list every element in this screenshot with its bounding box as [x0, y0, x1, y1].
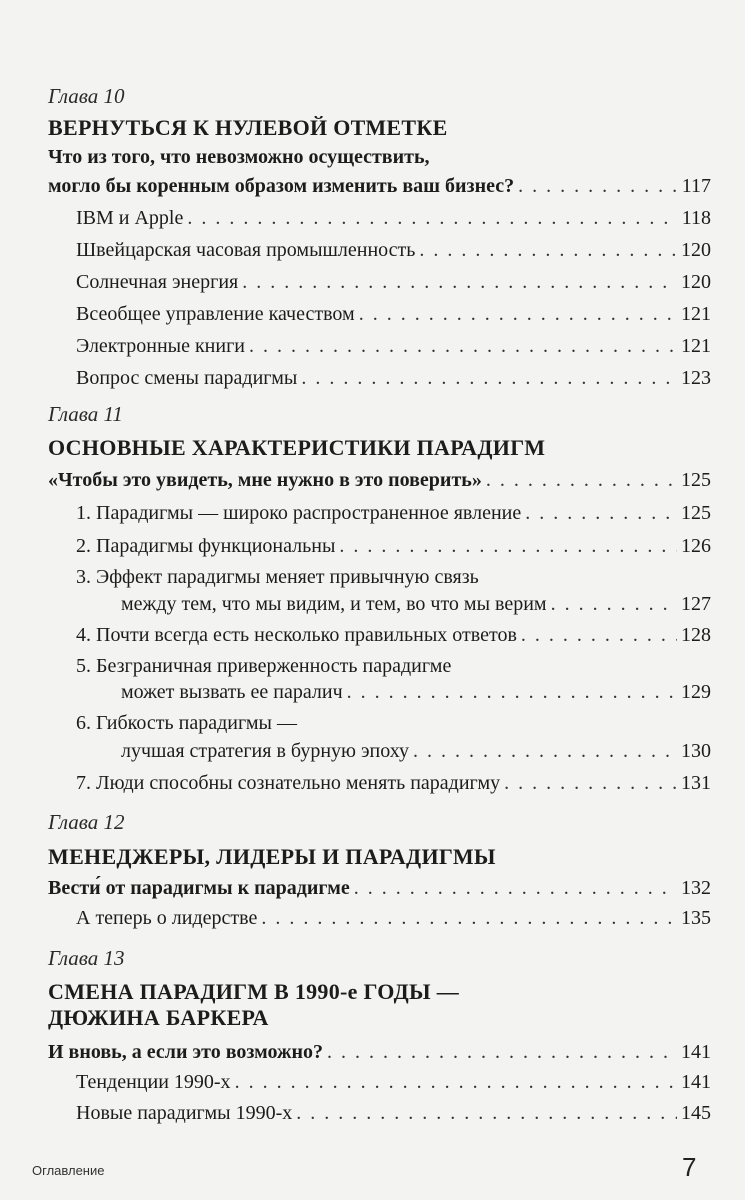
- toc-entry-text: Всеобщее управление качеством: [76, 303, 355, 325]
- toc-page-number: 120: [681, 271, 711, 293]
- toc-entry[interactable]: [76, 270, 711, 294]
- chapter-11-title: ОСНОВНЫЕ ХАРАКТЕРИСТИКИ ПАРАДИГМ: [48, 435, 546, 460]
- toc-entry[interactable]: [76, 302, 711, 326]
- dot-leader: [551, 592, 677, 616]
- dot-leader: [235, 1070, 677, 1094]
- toc-entry-text: Солнечная энергия: [76, 271, 239, 293]
- toc-entry[interactable]: [76, 1070, 711, 1094]
- toc-page-number: 141: [681, 1041, 711, 1063]
- dot-leader: [242, 270, 677, 294]
- dot-leader: [187, 206, 677, 230]
- dot-leader: [261, 906, 677, 930]
- dot-leader: [249, 334, 677, 358]
- toc-page-number: 117: [681, 175, 711, 197]
- toc-entry[interactable]: [76, 771, 711, 795]
- toc-entry-line1: 6. Гибкость парадигмы —: [76, 712, 297, 734]
- toc-entry-line1: 5. Безграничная приверженность парадигме: [76, 655, 452, 677]
- toc-page-number: 130: [681, 740, 711, 762]
- toc-page-number: 131: [681, 772, 711, 794]
- chapter-10-label: Глава 10: [48, 84, 125, 108]
- chapter-12-label: Глава 12: [48, 810, 125, 834]
- toc-entry-text: между тем, что мы видим, и тем, во что мы верим: [121, 593, 547, 615]
- toc-entry-text: 4. Почти всегда есть несколько правильных ответов: [76, 624, 517, 646]
- toc-entry[interactable]: [76, 906, 711, 930]
- toc-entry[interactable]: [121, 680, 711, 704]
- toc-entry[interactable]: [76, 334, 711, 358]
- toc-entry-text: «Чтобы это увидеть, мне нужно в это поверить»: [48, 469, 482, 491]
- toc-entry-text: лучшая стратегия в бурную эпоху: [121, 740, 409, 762]
- chapter-11-subheading[interactable]: [48, 468, 711, 492]
- dot-leader: [347, 680, 677, 704]
- toc-page-number: 125: [681, 502, 711, 524]
- footer-section-label: Оглавление: [32, 1163, 105, 1178]
- dot-leader: [413, 739, 677, 763]
- chapter-12-subheading[interactable]: [48, 876, 711, 900]
- footer-page-number: 7: [682, 1152, 697, 1182]
- toc-page-number: 129: [681, 681, 711, 703]
- dot-leader: [419, 238, 677, 262]
- toc-page-number: 121: [681, 335, 711, 357]
- toc-page-number: 128: [681, 624, 711, 646]
- dot-leader: [518, 174, 678, 198]
- toc-entry-text: Электронные книги: [76, 335, 245, 357]
- chapter-13-subheading[interactable]: [48, 1040, 711, 1064]
- chapter-10-title: ВЕРНУТЬСЯ К НУЛЕВОЙ ОТМЕТКЕ: [48, 115, 448, 140]
- chapter-11-label: Глава 11: [48, 402, 123, 426]
- toc-page-number: 123: [681, 367, 711, 389]
- dot-leader: [296, 1101, 677, 1125]
- toc-entry-text: 7. Люди способны сознательно менять парадигму: [76, 772, 501, 794]
- toc-entry[interactable]: [76, 366, 711, 390]
- toc-entry[interactable]: [76, 623, 711, 647]
- toc-page-number: 118: [681, 207, 711, 229]
- dot-leader: [339, 534, 677, 558]
- dot-leader: [327, 1040, 677, 1064]
- toc-page-number: 127: [681, 593, 711, 615]
- toc-entry-text: Тенденции 1990-х: [76, 1071, 231, 1093]
- dot-leader: [301, 366, 677, 390]
- toc-page-number: 141: [681, 1071, 711, 1093]
- dot-leader: [359, 302, 677, 326]
- chapter-10-subheading-line1: Что из того, что невозможно осуществить,: [48, 146, 430, 168]
- chapter-13-label: Глава 13: [48, 946, 125, 970]
- toc-page-number: 126: [681, 535, 711, 557]
- chapter-13-title-line2: ДЮЖИНА БАРКЕРА: [48, 1005, 269, 1030]
- toc-page-number: 120: [681, 239, 711, 261]
- chapter-13-title-line1: СМЕНА ПАРАДИГМ В 1990-е ГОДЫ —: [48, 979, 460, 1004]
- toc-entry-text: может вызвать ее паралич: [121, 681, 343, 703]
- toc-entry-text: Швейцарская часовая промышленность: [76, 239, 416, 261]
- toc-entry[interactable]: [76, 1101, 711, 1125]
- dot-leader: [354, 876, 677, 900]
- toc-entry[interactable]: [121, 592, 711, 616]
- toc-entry[interactable]: [76, 501, 711, 525]
- toc-entry[interactable]: [76, 206, 711, 230]
- toc-entry-text: Вести́ от парадигмы к парадигме: [48, 877, 350, 899]
- toc-page-number: 132: [681, 877, 711, 899]
- toc-entry[interactable]: [76, 534, 711, 558]
- dot-leader: [486, 468, 677, 492]
- toc-entry-text: Новые парадигмы 1990-х: [76, 1102, 293, 1124]
- toc-page-number: 135: [681, 907, 711, 929]
- toc-entry-text: И вновь, а если это возможно?: [48, 1041, 324, 1063]
- toc-entry-text: 2. Парадигмы функциональны: [76, 535, 336, 557]
- chapter-10-subheading[interactable]: [48, 174, 711, 198]
- toc-entry-text: могло бы коренным образом изменить ваш бизнес?: [48, 175, 515, 197]
- toc-page-number: 125: [681, 469, 711, 491]
- toc-entry-text: 1. Парадигмы — широко распространенное явление: [76, 502, 522, 524]
- toc-page-number: 145: [681, 1102, 711, 1124]
- dot-leader: [525, 501, 677, 525]
- toc-entry-text: IBM и Apple: [76, 207, 184, 229]
- toc-entry-line1: 3. Эффект парадигмы меняет привычную связь: [76, 566, 479, 588]
- dot-leader: [521, 623, 677, 647]
- toc-entry-text: А теперь о лидерстве: [76, 907, 258, 929]
- dot-leader: [504, 771, 677, 795]
- toc-entry[interactable]: [121, 739, 711, 763]
- toc-entry[interactable]: [76, 238, 711, 262]
- toc-page-number: 121: [681, 303, 711, 325]
- chapter-12-title: МЕНЕДЖЕРЫ, ЛИДЕРЫ И ПАРАДИГМЫ: [48, 844, 496, 869]
- toc-entry-text: Вопрос смены парадигмы: [76, 367, 298, 389]
